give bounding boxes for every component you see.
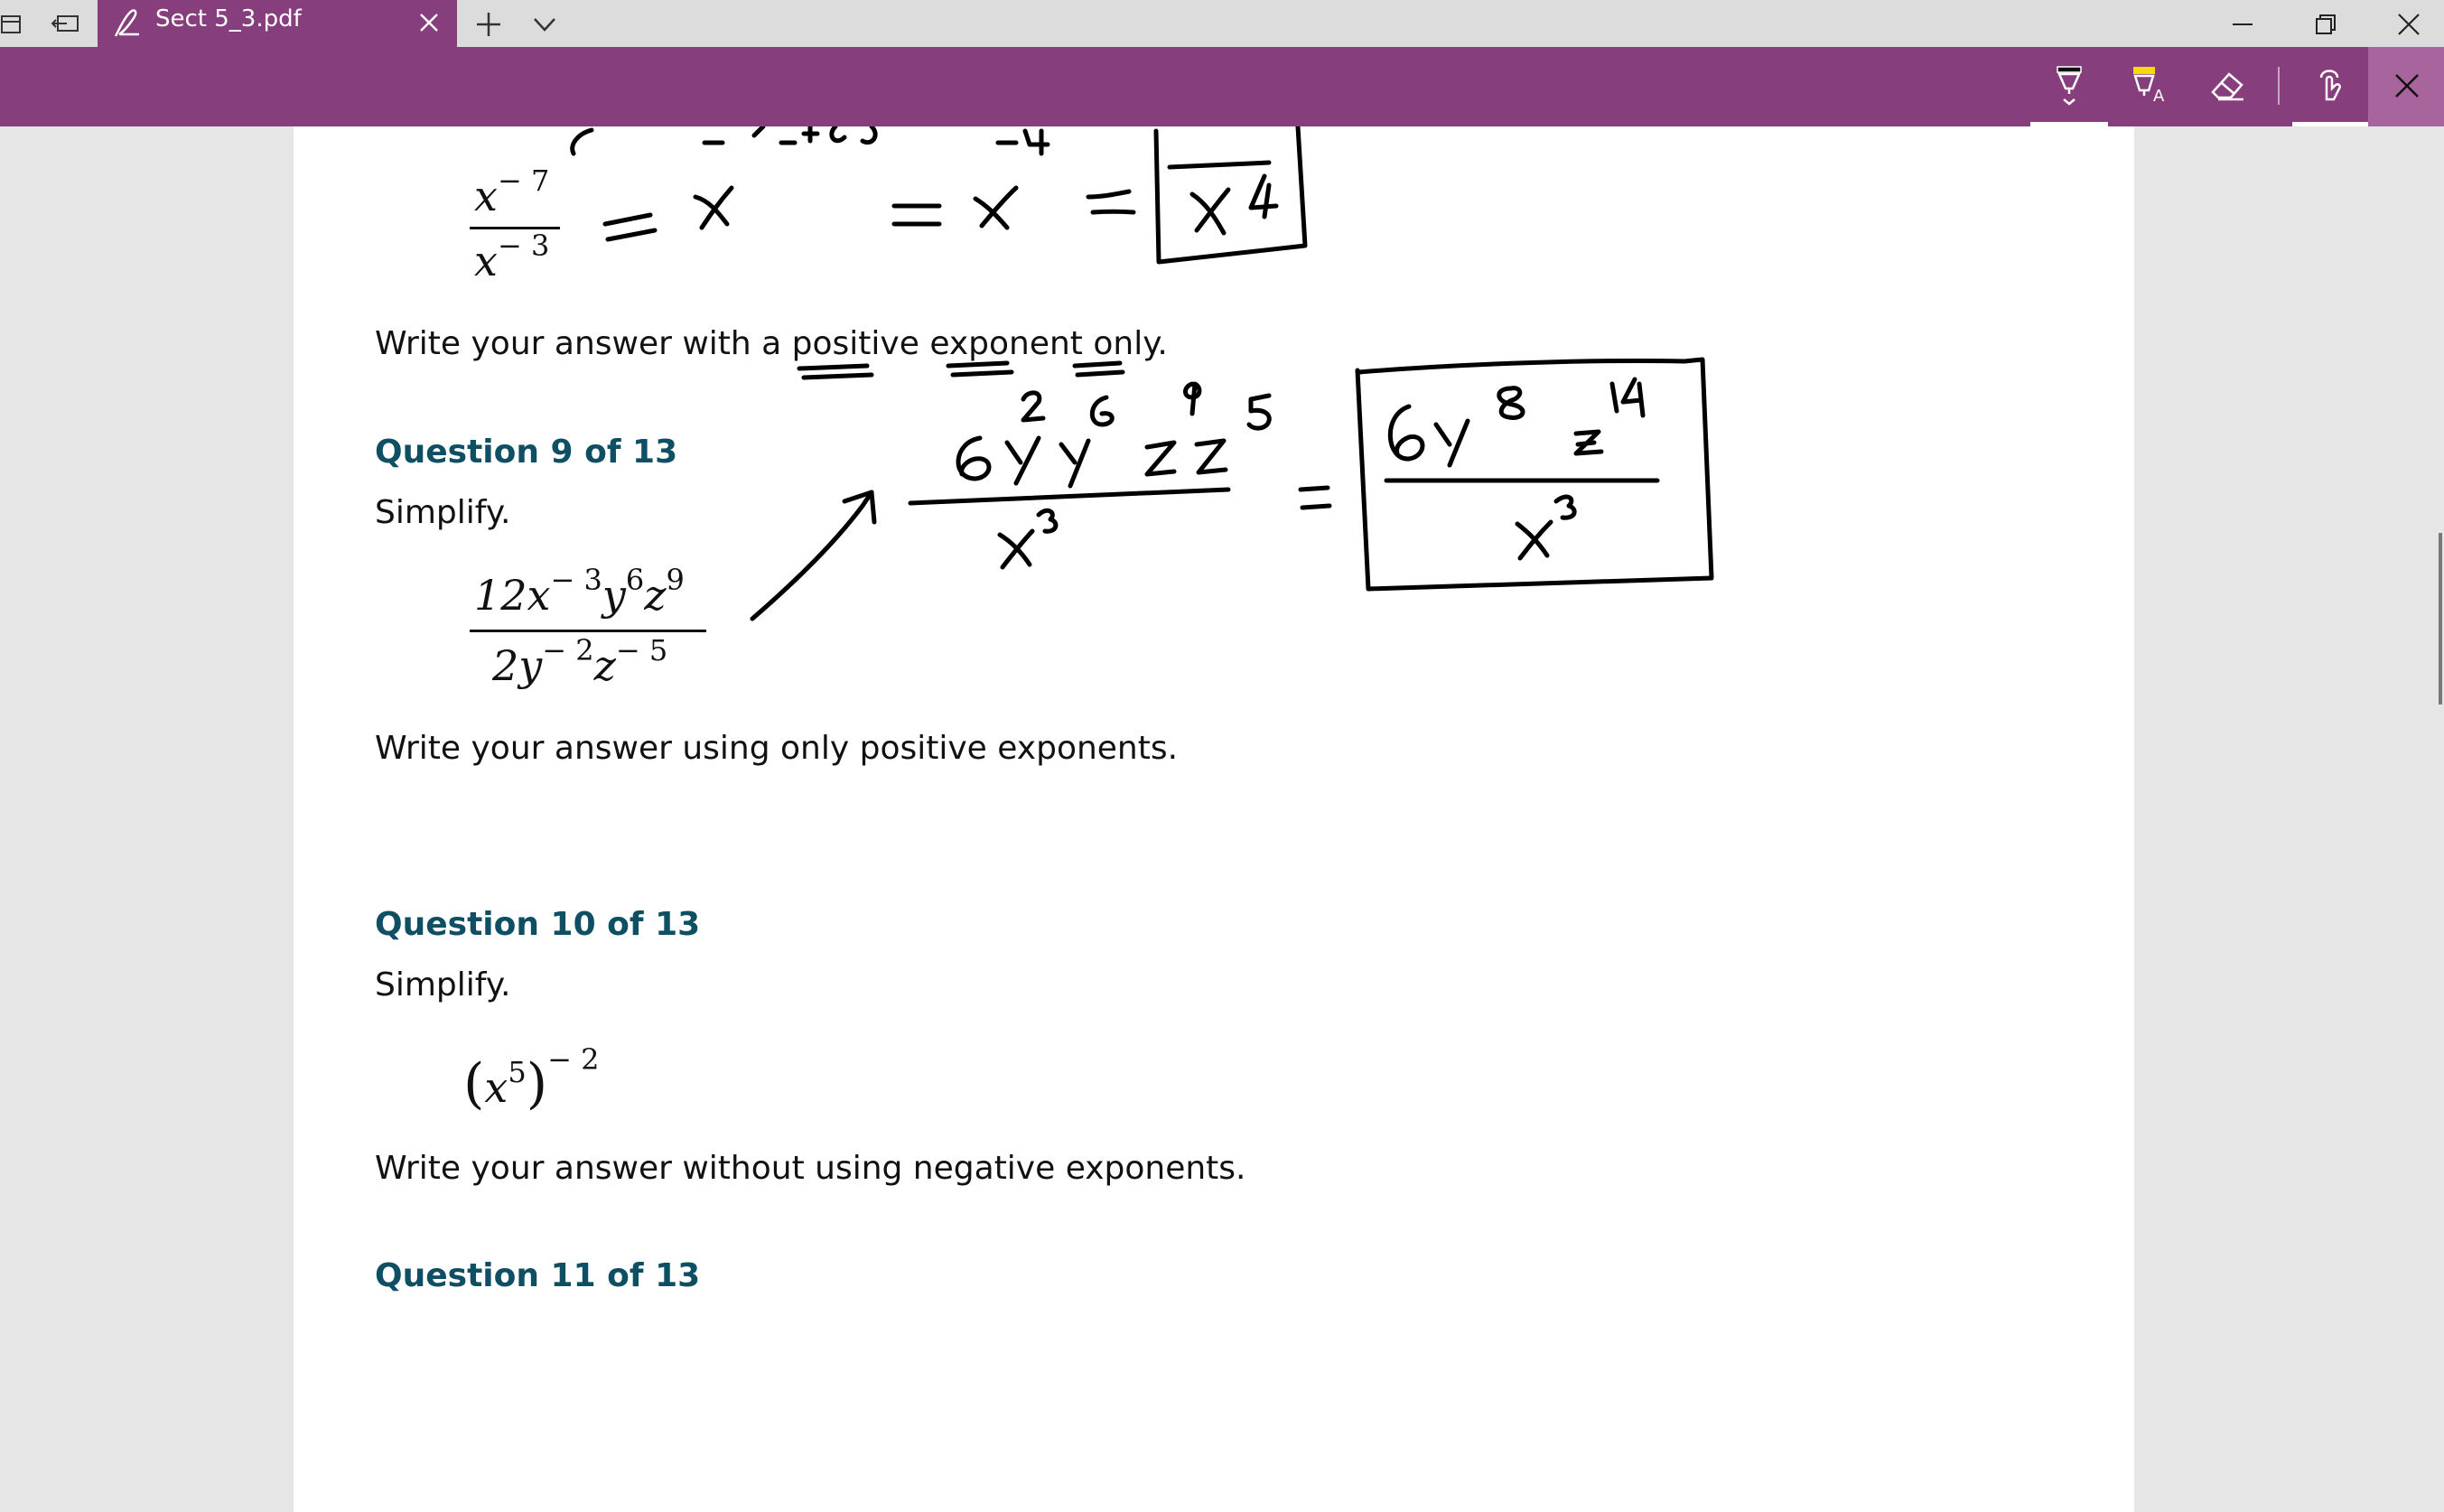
q9-denominator: $2y^{- 2}z^{- 5}$ xyxy=(492,633,668,690)
minimize-icon[interactable] xyxy=(2227,9,2258,40)
title-bar xyxy=(0,0,2444,47)
close-icon xyxy=(2392,70,2422,101)
tab-title: Sect 5_3.pdf xyxy=(155,5,302,33)
q10-instruction: Write your answer without using negative exponents. xyxy=(375,1150,1246,1187)
tab-pdf[interactable] xyxy=(98,0,457,47)
touch-writing-icon[interactable] xyxy=(2309,63,2354,108)
ballpoint-pen-icon[interactable] xyxy=(2047,63,2092,108)
q9-instruction: Write your answer using only positive exponents. xyxy=(375,730,1179,767)
chevron-down-icon[interactable] xyxy=(529,9,560,40)
plus-icon[interactable] xyxy=(473,9,504,40)
top-fraction-denominator: $x^{- 3}$ xyxy=(474,229,550,285)
q9-heading: Question 9 of 13 xyxy=(375,434,678,471)
scrollbar[interactable] xyxy=(2439,533,2442,705)
handwriting-ink xyxy=(294,126,2134,939)
pdf-page xyxy=(294,126,2134,1512)
ink-toolbar xyxy=(0,47,2444,126)
q10-prompt: Simplify. xyxy=(375,966,511,1003)
restore-icon[interactable] xyxy=(2310,9,2341,40)
q9-numerator: $12x^{- 3}y^6z^9$ xyxy=(474,563,685,620)
set-aside-tabs-icon[interactable] xyxy=(51,9,81,38)
q10-heading: Question 10 of 13 xyxy=(375,906,701,943)
pen-icon xyxy=(112,7,145,40)
tab-close-icon[interactable] xyxy=(415,9,443,36)
toolbar-divider xyxy=(2278,67,2280,105)
top-fraction-numerator: $x^{- 7}$ xyxy=(474,163,550,220)
close-ink-button[interactable] xyxy=(2368,47,2444,126)
eraser-icon[interactable] xyxy=(2206,63,2251,108)
highlighter-icon[interactable] xyxy=(2126,63,2171,108)
touch-writing-indicator xyxy=(2292,122,2370,126)
close-icon[interactable] xyxy=(2393,9,2424,40)
svg-text:A: A xyxy=(2153,87,2165,106)
q11-heading: Question 11 of 13 xyxy=(375,1257,701,1294)
q8-instruction: Write your answer with a positive exponent only. xyxy=(375,325,1168,362)
q10-expression: $(x^5)^{- 2}$ xyxy=(463,1042,600,1115)
tab-actions-icon[interactable] xyxy=(0,9,31,38)
q9-prompt: Simplify. xyxy=(375,494,511,531)
